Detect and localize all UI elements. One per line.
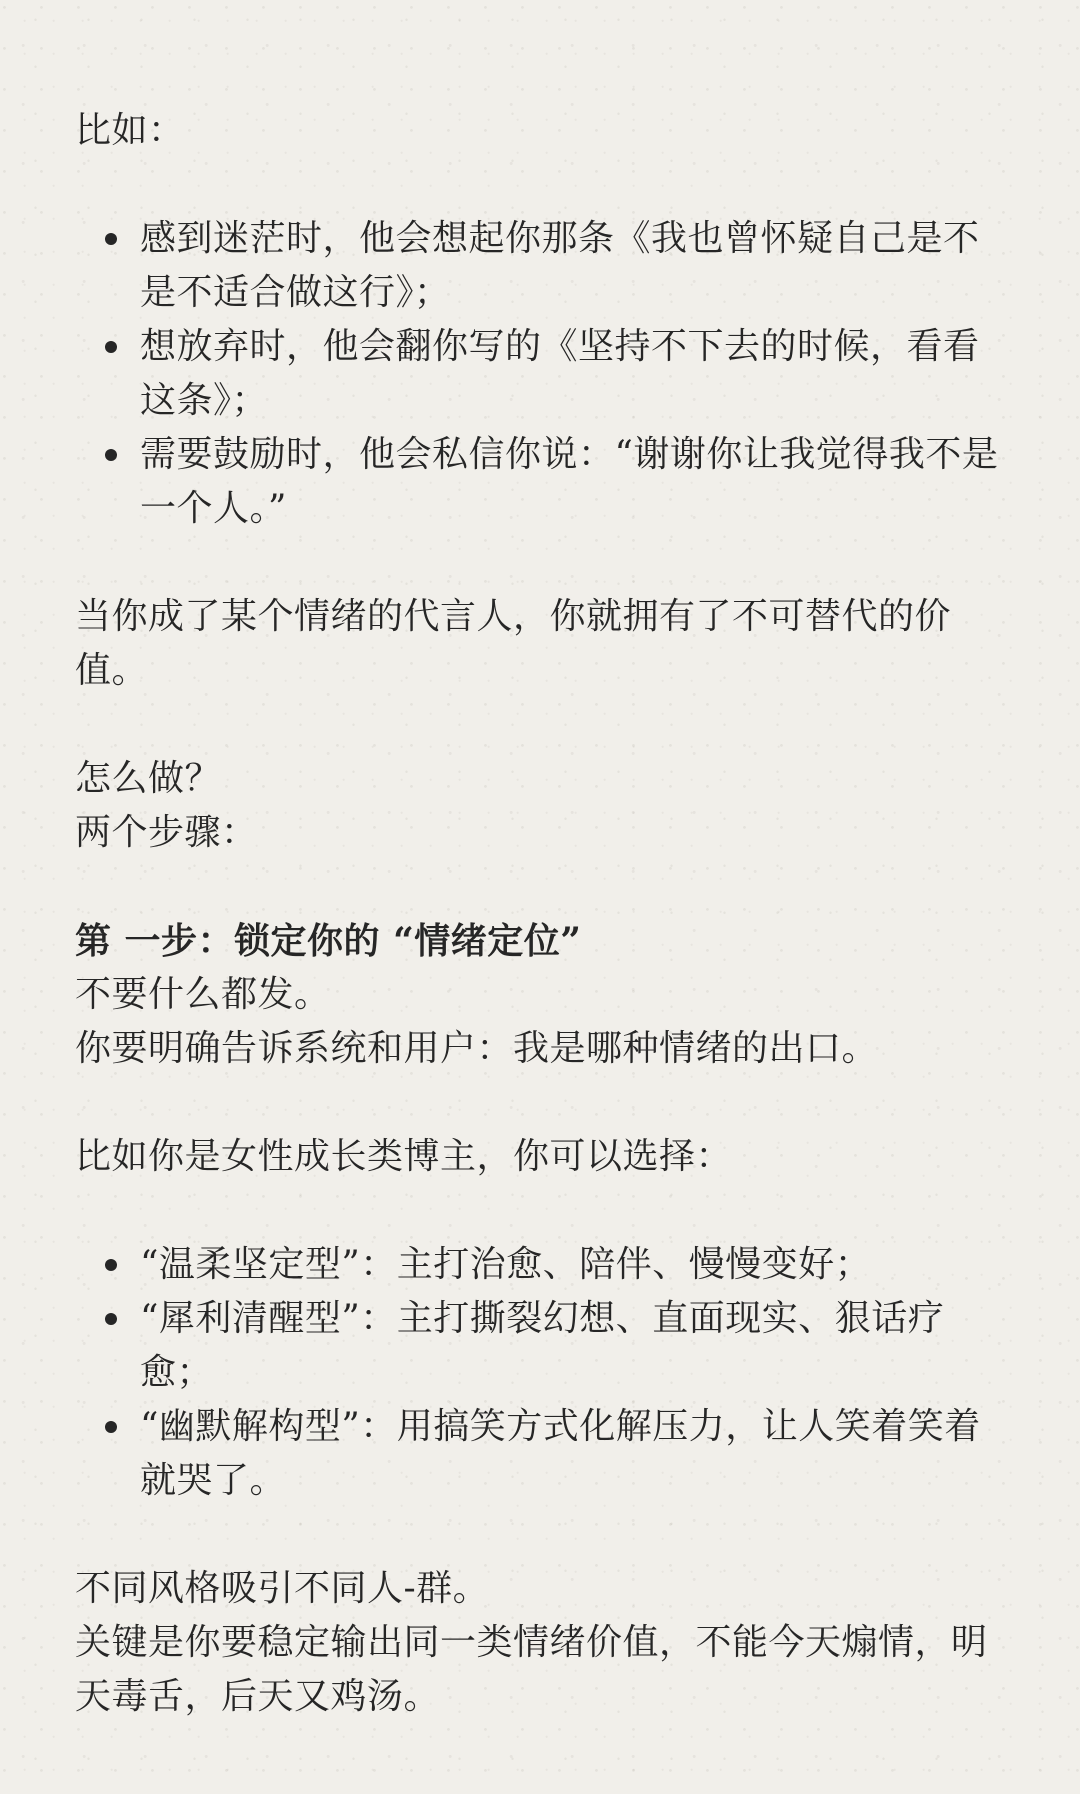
step-one-line: 你要明确告诉系统和用户：我是哪种情绪的出口。: [75, 1028, 879, 1069]
list-item-text: “幽默解构型”：用搞笑方式化解压力，让人笑着笑着就哭了。: [140, 1406, 981, 1501]
list-item: [75, 212, 1008, 320]
bullet-icon: [105, 1259, 117, 1271]
paragraph-how-question: 怎么做？: [75, 758, 222, 799]
list-item-text: 需要鼓励时，他会私信你说：“谢谢你让我觉得我不是一个人。”: [140, 434, 999, 529]
paragraph-value: 当你成了某个情绪的代言人，你就拥有了不可替代的价值。: [75, 596, 952, 691]
paragraph-intro: 比如：: [75, 110, 185, 151]
bullet-icon: [105, 341, 117, 353]
spacer: [75, 698, 1008, 752]
list-item: [75, 1400, 1008, 1508]
bullet-icon: [105, 233, 117, 245]
list-item-text: “犀利清醒型”：主打撕裂幻想、直面现实、狠话疗愈；: [140, 1298, 945, 1393]
spacer: [75, 158, 1008, 212]
bullet-icon: [105, 1421, 117, 1433]
paragraph-conclusion: 不同风格吸引不同人-群。: [75, 1568, 490, 1609]
spacer: [75, 1076, 1008, 1130]
list-item-text: 感到迷茫时，他会想起你那条《我也曾怀疑自己是不是不适合做这行》；: [140, 218, 980, 313]
example-list: [75, 212, 1008, 536]
spacer: [75, 1508, 1008, 1562]
step-one-line: 不要什么都发。: [75, 974, 331, 1015]
list-item: [75, 428, 1008, 536]
step-one-heading: 第 一步：锁定你的 “情绪定位”: [75, 920, 582, 962]
bullet-icon: [105, 1313, 117, 1325]
paragraph-two-steps: 两个步骤：: [75, 812, 258, 853]
spacer: [75, 1184, 1008, 1238]
spacer: [75, 860, 1008, 914]
list-item: [75, 320, 1008, 428]
paragraph-example-intro: 比如你是女性成长类博主，你可以选择：: [75, 1136, 733, 1177]
list-item-text: 想放弃时，他会翻你写的《坚持不下去的时候，看看这条》；: [140, 326, 980, 421]
list-item: [75, 1238, 1008, 1292]
bullet-icon: [105, 449, 117, 461]
paragraph-conclusion: 关键是你要稳定输出同一类情绪价值，不能今天煽情，明天毒舌，后天又鸡汤。: [75, 1622, 988, 1717]
list-item-text: “温柔坚定型”：主打治愈、陪伴、慢慢变好；: [140, 1244, 872, 1285]
style-list: [75, 1238, 1008, 1508]
list-item: [75, 1292, 1008, 1400]
spacer: [75, 536, 1008, 590]
